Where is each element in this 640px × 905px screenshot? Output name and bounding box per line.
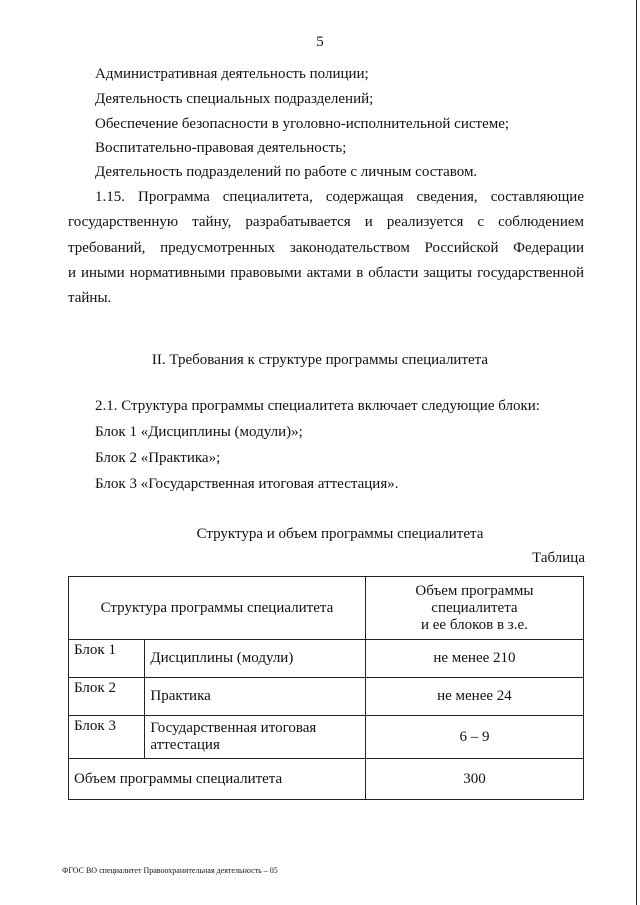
structure-table bbox=[68, 576, 584, 800]
header-volume-line: Объем программы bbox=[415, 582, 534, 599]
paragraph-line: тайны. bbox=[68, 290, 112, 306]
list-item: Административная деятельность полиции; bbox=[95, 66, 369, 82]
page-edge bbox=[636, 0, 637, 905]
header-volume-line: специалитета bbox=[431, 599, 518, 616]
table-row bbox=[69, 716, 584, 759]
volume-cell: не менее 24 bbox=[365, 678, 583, 716]
list-item: Деятельность специальных подразделений; bbox=[95, 91, 374, 107]
paragraph-intro: 2.1. Структура программы специалитета включает следующие блоки: bbox=[95, 398, 540, 414]
page-number: 5 bbox=[316, 34, 324, 50]
volume-cell: 6 – 9 bbox=[365, 716, 583, 759]
total-value: 300 bbox=[365, 759, 583, 800]
name-cell: Государственная итоговая аттестация bbox=[145, 716, 365, 759]
name-cell: Дисциплины (модули) bbox=[145, 640, 365, 678]
header-volume bbox=[365, 577, 583, 640]
block-cell: Блок 3 bbox=[69, 716, 145, 759]
block-cell: Блок 2 bbox=[69, 678, 145, 716]
name-cell: Практика bbox=[145, 678, 365, 716]
list-item: Деятельность подразделений по работе с личным составом. bbox=[95, 164, 478, 180]
footer-note: ФГОС ВО специалитет Правоохранительная деятельность – 05 bbox=[62, 866, 278, 875]
paragraph-line: требований, предусмотренных законодательством Российской Федерации bbox=[68, 240, 584, 256]
table-label: Таблица bbox=[532, 550, 585, 566]
table-title: Структура и объем программы специалитета bbox=[196, 526, 484, 542]
header-structure: Структура программы специалитета bbox=[69, 577, 366, 640]
block-list-item: Блок 1 «Дисциплины (модули)»; bbox=[95, 424, 303, 440]
paragraph-line: государственную тайну, разрабатывается и реализуется с соблюдением bbox=[68, 214, 584, 230]
header-volume-line: и ее блоков в з.е. bbox=[421, 616, 528, 633]
paragraph-line: и иными нормативными правовыми актами в области защиты государственной bbox=[68, 265, 584, 281]
block-list-item: Блок 3 «Государственная итоговая аттестация». bbox=[95, 476, 399, 492]
paragraph-line: 1.15. Программа специалитета, содержащая сведения, составляющие bbox=[95, 189, 584, 205]
table-row bbox=[69, 640, 584, 678]
block-list-item: Блок 2 «Практика»; bbox=[95, 450, 221, 466]
section-heading: II. Требования к структуре программы специалитета bbox=[151, 352, 489, 368]
table-row bbox=[69, 678, 584, 716]
block-cell: Блок 1 bbox=[69, 640, 145, 678]
table-total-row bbox=[69, 759, 584, 800]
total-label: Объем программы специалитета bbox=[69, 759, 366, 800]
table-header-row bbox=[69, 577, 584, 640]
list-item: Обеспечение безопасности в уголовно-исполнительной системе; bbox=[95, 116, 510, 132]
volume-cell: не менее 210 bbox=[365, 640, 583, 678]
list-item: Воспитательно-правовая деятельность; bbox=[95, 140, 347, 156]
